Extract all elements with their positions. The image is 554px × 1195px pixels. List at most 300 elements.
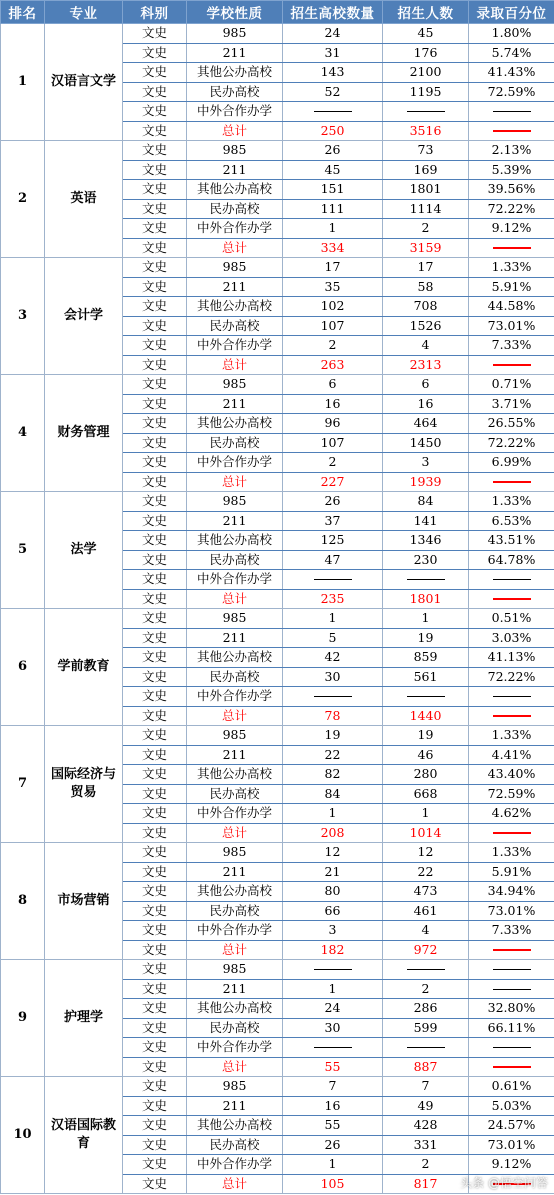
school-count-cell: 105 xyxy=(283,1174,383,1194)
percentile-cell: 9.12% xyxy=(469,1155,554,1175)
major-cell: 汉语言文学 xyxy=(45,24,123,141)
school-count-cell: 24 xyxy=(283,999,383,1019)
dash-mark xyxy=(407,579,445,580)
percentile-cell xyxy=(469,823,554,843)
percentile-cell: 1.33% xyxy=(469,258,554,278)
enrollment-cell: 22 xyxy=(383,862,469,882)
percentile-cell: 3.03% xyxy=(469,628,554,648)
major-cell: 市场营销 xyxy=(45,843,123,960)
school-type-cell: 211 xyxy=(187,511,283,531)
dash-mark xyxy=(407,111,445,112)
dash-mark xyxy=(314,696,352,697)
dash-mark xyxy=(493,949,531,951)
percentile-cell: 41.43% xyxy=(469,63,554,83)
dash-mark xyxy=(493,130,531,132)
category-cell: 文史 xyxy=(123,180,187,200)
school-count-cell: 1 xyxy=(283,1155,383,1175)
category-cell: 文史 xyxy=(123,999,187,1019)
school-count-cell: 42 xyxy=(283,648,383,668)
percentile-cell: 7.33% xyxy=(469,336,554,356)
category-cell: 文史 xyxy=(123,511,187,531)
enrollment-cell: 4 xyxy=(383,921,469,941)
percentile-cell xyxy=(469,940,554,960)
school-type-cell: 总计 xyxy=(187,355,283,375)
enrollment-cell: 16 xyxy=(383,394,469,414)
school-type-cell: 985 xyxy=(187,1077,283,1097)
percentile-cell: 26.55% xyxy=(469,414,554,434)
percentile-cell xyxy=(469,238,554,258)
school-count-cell: 6 xyxy=(283,375,383,395)
school-count-cell: 125 xyxy=(283,531,383,551)
category-cell: 文史 xyxy=(123,355,187,375)
category-cell: 文史 xyxy=(123,921,187,941)
percentile-cell: 43.40% xyxy=(469,765,554,785)
school-count-cell: 151 xyxy=(283,180,383,200)
percentile-cell xyxy=(469,1057,554,1077)
school-count-cell: 16 xyxy=(283,394,383,414)
school-type-cell: 总计 xyxy=(187,940,283,960)
enrollment-cell: 1801 xyxy=(383,589,469,609)
table-header-row xyxy=(1,1,554,24)
school-count-cell: 26 xyxy=(283,141,383,161)
school-type-cell: 民办高校 xyxy=(187,199,283,219)
enrollment-cell: 473 xyxy=(383,882,469,902)
percentile-cell: 0.71% xyxy=(469,375,554,395)
category-cell: 文史 xyxy=(123,297,187,317)
school-count-cell xyxy=(283,960,383,980)
dash-mark xyxy=(314,969,352,970)
percentile-cell: 32.80% xyxy=(469,999,554,1019)
school-count-cell: 78 xyxy=(283,706,383,726)
major-cell: 汉语国际教育 xyxy=(45,1077,123,1194)
percentile-cell: 6.53% xyxy=(469,511,554,531)
category-cell: 文史 xyxy=(123,687,187,707)
enrollment-cell: 1346 xyxy=(383,531,469,551)
percentile-cell: 5.39% xyxy=(469,160,554,180)
school-type-cell: 中外合作办学 xyxy=(187,570,283,590)
school-count-cell: 21 xyxy=(283,862,383,882)
dash-mark xyxy=(407,969,445,970)
school-count-cell: 263 xyxy=(283,355,383,375)
percentile-cell xyxy=(469,121,554,141)
school-count-cell: 96 xyxy=(283,414,383,434)
school-type-cell: 211 xyxy=(187,628,283,648)
category-cell: 文史 xyxy=(123,238,187,258)
dash-mark xyxy=(493,1047,531,1048)
category-cell: 文史 xyxy=(123,648,187,668)
category-cell: 文史 xyxy=(123,589,187,609)
school-count-cell: 26 xyxy=(283,1135,383,1155)
category-cell: 文史 xyxy=(123,82,187,102)
enrollment-cell xyxy=(383,960,469,980)
dash-mark xyxy=(314,111,352,112)
school-type-cell: 民办高校 xyxy=(187,82,283,102)
school-type-cell: 其他公办高校 xyxy=(187,999,283,1019)
dash-mark xyxy=(493,364,531,366)
percentile-cell: 73.01% xyxy=(469,901,554,921)
school-type-cell: 211 xyxy=(187,1096,283,1116)
school-count-cell: 12 xyxy=(283,843,383,863)
percentile-cell: 41.13% xyxy=(469,648,554,668)
enrollment-cell: 17 xyxy=(383,258,469,278)
percentile-cell: 5.91% xyxy=(469,862,554,882)
enrollment-cell: 49 xyxy=(383,1096,469,1116)
category-cell: 文史 xyxy=(123,765,187,785)
header-percentile: 录取百分位 xyxy=(469,1,554,24)
category-cell: 文史 xyxy=(123,336,187,356)
school-count-cell: 208 xyxy=(283,823,383,843)
enrollment-cell: 7 xyxy=(383,1077,469,1097)
enrollment-cell: 1195 xyxy=(383,82,469,102)
enrollment-cell: 1801 xyxy=(383,180,469,200)
school-type-cell: 民办高校 xyxy=(187,433,283,453)
dash-mark xyxy=(314,579,352,580)
school-count-cell xyxy=(283,102,383,122)
enrollment-cell: 19 xyxy=(383,628,469,648)
percentile-cell: 4.41% xyxy=(469,745,554,765)
enrollment-cell: 3159 xyxy=(383,238,469,258)
school-type-cell: 211 xyxy=(187,43,283,63)
percentile-cell: 34.94% xyxy=(469,882,554,902)
major-cell: 会计学 xyxy=(45,258,123,375)
category-cell: 文史 xyxy=(123,784,187,804)
table-row xyxy=(1,492,554,512)
category-cell: 文史 xyxy=(123,394,187,414)
school-type-cell: 其他公办高校 xyxy=(187,648,283,668)
category-cell: 文史 xyxy=(123,726,187,746)
watermark: 头条 @悟空问答 xyxy=(460,1176,548,1190)
table-row xyxy=(1,1077,554,1097)
percentile-cell: 72.59% xyxy=(469,82,554,102)
percentile-cell: 7.33% xyxy=(469,921,554,941)
percentile-cell xyxy=(469,472,554,492)
enrollment-cell: 1526 xyxy=(383,316,469,336)
category-cell: 文史 xyxy=(123,570,187,590)
percentile-cell: 1.33% xyxy=(469,492,554,512)
percentile-cell: 66.11% xyxy=(469,1018,554,1038)
school-type-cell: 其他公办高校 xyxy=(187,180,283,200)
dash-mark xyxy=(493,598,531,600)
enrollment-cell: 2313 xyxy=(383,355,469,375)
enrollment-cell: 45 xyxy=(383,24,469,44)
category-cell: 文史 xyxy=(123,804,187,824)
enrollment-cell: 859 xyxy=(383,648,469,668)
school-type-cell: 211 xyxy=(187,277,283,297)
percentile-cell: 1.33% xyxy=(469,726,554,746)
major-cell: 国际经济与贸易 xyxy=(45,726,123,843)
school-count-cell: 80 xyxy=(283,882,383,902)
enrollment-cell: 461 xyxy=(383,901,469,921)
percentile-cell: 1.80% xyxy=(469,24,554,44)
school-count-cell: 31 xyxy=(283,43,383,63)
school-type-cell: 中外合作办学 xyxy=(187,219,283,239)
school-type-cell: 中外合作办学 xyxy=(187,336,283,356)
percentile-cell: 9.12% xyxy=(469,219,554,239)
school-type-cell: 中外合作办学 xyxy=(187,102,283,122)
percentile-cell xyxy=(469,706,554,726)
school-type-cell: 其他公办高校 xyxy=(187,414,283,434)
category-cell: 文史 xyxy=(123,219,187,239)
school-count-cell: 35 xyxy=(283,277,383,297)
school-count-cell: 16 xyxy=(283,1096,383,1116)
school-type-cell: 中外合作办学 xyxy=(187,804,283,824)
enrollment-cell: 2 xyxy=(383,979,469,999)
enrollment-cell: 464 xyxy=(383,414,469,434)
school-type-cell: 211 xyxy=(187,979,283,999)
header-major: 专业 xyxy=(45,1,123,24)
school-count-cell: 107 xyxy=(283,316,383,336)
school-type-cell: 总计 xyxy=(187,1174,283,1194)
category-cell: 文史 xyxy=(123,433,187,453)
school-type-cell: 中外合作办学 xyxy=(187,687,283,707)
percentile-cell: 5.91% xyxy=(469,277,554,297)
category-cell: 文史 xyxy=(123,667,187,687)
category-cell: 文史 xyxy=(123,901,187,921)
school-type-cell: 总计 xyxy=(187,472,283,492)
enrollment-cell: 561 xyxy=(383,667,469,687)
school-type-cell: 民办高校 xyxy=(187,550,283,570)
school-count-cell: 47 xyxy=(283,550,383,570)
category-cell: 文史 xyxy=(123,531,187,551)
category-cell: 文史 xyxy=(123,745,187,765)
percentile-cell: 64.78% xyxy=(469,550,554,570)
percentile-cell: 73.01% xyxy=(469,1135,554,1155)
percentile-cell xyxy=(469,589,554,609)
dash-mark xyxy=(493,989,531,990)
category-cell: 文史 xyxy=(123,316,187,336)
enrollment-cell xyxy=(383,1038,469,1058)
school-count-cell: 107 xyxy=(283,433,383,453)
school-type-cell: 总计 xyxy=(187,589,283,609)
enrollment-cell xyxy=(383,687,469,707)
category-cell: 文史 xyxy=(123,63,187,83)
school-count-cell: 84 xyxy=(283,784,383,804)
header-enrollment: 招生人数 xyxy=(383,1,469,24)
rank-cell: 9 xyxy=(1,960,45,1077)
category-cell: 文史 xyxy=(123,375,187,395)
school-type-cell: 211 xyxy=(187,862,283,882)
school-type-cell: 总计 xyxy=(187,706,283,726)
percentile-cell xyxy=(469,687,554,707)
dash-mark xyxy=(493,481,531,483)
school-count-cell: 24 xyxy=(283,24,383,44)
school-type-cell: 985 xyxy=(187,609,283,629)
table-row xyxy=(1,726,554,746)
dash-mark xyxy=(493,832,531,834)
category-cell: 文史 xyxy=(123,199,187,219)
table-body xyxy=(1,24,554,1194)
school-type-cell: 其他公办高校 xyxy=(187,882,283,902)
school-type-cell: 民办高校 xyxy=(187,901,283,921)
category-cell: 文史 xyxy=(123,1096,187,1116)
school-count-cell: 26 xyxy=(283,492,383,512)
rank-cell: 3 xyxy=(1,258,45,375)
category-cell: 文史 xyxy=(123,550,187,570)
enrollment-cell: 708 xyxy=(383,297,469,317)
school-count-cell xyxy=(283,1038,383,1058)
rank-cell: 4 xyxy=(1,375,45,492)
enrollment-cell: 1939 xyxy=(383,472,469,492)
major-cell: 学前教育 xyxy=(45,609,123,726)
category-cell: 文史 xyxy=(123,609,187,629)
header-rank: 排名 xyxy=(1,1,45,24)
enrollment-cell: 280 xyxy=(383,765,469,785)
school-type-cell: 民办高校 xyxy=(187,784,283,804)
rank-cell: 5 xyxy=(1,492,45,609)
enrollment-cell xyxy=(383,570,469,590)
enrollment-cell: 73 xyxy=(383,141,469,161)
percentile-cell: 5.03% xyxy=(469,1096,554,1116)
school-count-cell: 1 xyxy=(283,609,383,629)
school-count-cell: 55 xyxy=(283,1116,383,1136)
school-count-cell: 45 xyxy=(283,160,383,180)
school-count-cell: 2 xyxy=(283,453,383,473)
rank-cell: 6 xyxy=(1,609,45,726)
category-cell: 文史 xyxy=(123,1038,187,1058)
percentile-cell xyxy=(469,570,554,590)
category-cell: 文史 xyxy=(123,453,187,473)
enrollment-cell: 4 xyxy=(383,336,469,356)
percentile-cell: 6.99% xyxy=(469,453,554,473)
enrollment-cell: 141 xyxy=(383,511,469,531)
enrollment-cell: 46 xyxy=(383,745,469,765)
percentile-cell: 72.22% xyxy=(469,433,554,453)
school-type-cell: 其他公办高校 xyxy=(187,531,283,551)
percentile-cell: 43.51% xyxy=(469,531,554,551)
dash-mark xyxy=(493,696,531,697)
enrollment-cell: 1114 xyxy=(383,199,469,219)
enrollment-cell: 1014 xyxy=(383,823,469,843)
category-cell: 文史 xyxy=(123,277,187,297)
school-type-cell: 中外合作办学 xyxy=(187,921,283,941)
school-count-cell: 17 xyxy=(283,258,383,278)
category-cell: 文史 xyxy=(123,160,187,180)
rank-cell: 10 xyxy=(1,1077,45,1194)
category-cell: 文史 xyxy=(123,1174,187,1194)
school-type-cell: 211 xyxy=(187,745,283,765)
dash-mark xyxy=(493,111,531,112)
percentile-cell: 73.01% xyxy=(469,316,554,336)
table-row xyxy=(1,375,554,395)
school-type-cell: 其他公办高校 xyxy=(187,63,283,83)
school-count-cell: 102 xyxy=(283,297,383,317)
table-row xyxy=(1,960,554,980)
school-count-cell: 66 xyxy=(283,901,383,921)
school-count-cell xyxy=(283,687,383,707)
category-cell: 文史 xyxy=(123,862,187,882)
school-count-cell: 1 xyxy=(283,804,383,824)
school-count-cell: 182 xyxy=(283,940,383,960)
percentile-cell xyxy=(469,960,554,980)
school-type-cell: 中外合作办学 xyxy=(187,1038,283,1058)
category-cell: 文史 xyxy=(123,882,187,902)
school-type-cell: 其他公办高校 xyxy=(187,765,283,785)
category-cell: 文史 xyxy=(123,472,187,492)
school-type-cell: 民办高校 xyxy=(187,316,283,336)
rank-cell: 8 xyxy=(1,843,45,960)
percentile-cell xyxy=(469,1038,554,1058)
school-count-cell: 3 xyxy=(283,921,383,941)
school-type-cell: 211 xyxy=(187,160,283,180)
header-category: 科别 xyxy=(123,1,187,24)
category-cell: 文史 xyxy=(123,492,187,512)
school-type-cell: 211 xyxy=(187,394,283,414)
header-school-count: 招生高校数量 xyxy=(283,1,383,24)
percentile-cell: 39.56% xyxy=(469,180,554,200)
enrollment-cell: 169 xyxy=(383,160,469,180)
school-type-cell: 985 xyxy=(187,960,283,980)
enrollment-cell: 331 xyxy=(383,1135,469,1155)
percentile-cell: 4.62% xyxy=(469,804,554,824)
enrollment-cell: 2 xyxy=(383,219,469,239)
school-count-cell: 7 xyxy=(283,1077,383,1097)
percentile-cell: 2.13% xyxy=(469,141,554,161)
enrollment-cell: 84 xyxy=(383,492,469,512)
percentile-cell: 72.59% xyxy=(469,784,554,804)
category-cell: 文史 xyxy=(123,1057,187,1077)
school-count-cell: 250 xyxy=(283,121,383,141)
school-count-cell: 55 xyxy=(283,1057,383,1077)
category-cell: 文史 xyxy=(123,141,187,161)
enrollment-cell: 3 xyxy=(383,453,469,473)
enrollment-cell: 19 xyxy=(383,726,469,746)
percentile-cell: 24.57% xyxy=(469,1116,554,1136)
category-cell: 文史 xyxy=(123,121,187,141)
enrollment-cell: 1450 xyxy=(383,433,469,453)
school-type-cell: 其他公办高校 xyxy=(187,1116,283,1136)
school-count-cell: 37 xyxy=(283,511,383,531)
table-row xyxy=(1,258,554,278)
category-cell: 文史 xyxy=(123,823,187,843)
percentile-cell: 44.58% xyxy=(469,297,554,317)
school-type-cell: 985 xyxy=(187,492,283,512)
school-type-cell: 985 xyxy=(187,24,283,44)
enrollment-cell: 6 xyxy=(383,375,469,395)
school-count-cell: 143 xyxy=(283,63,383,83)
percentile-cell: 5.74% xyxy=(469,43,554,63)
category-cell: 文史 xyxy=(123,43,187,63)
category-cell: 文史 xyxy=(123,1116,187,1136)
table-row xyxy=(1,141,554,161)
school-count-cell: 1 xyxy=(283,979,383,999)
school-count-cell: 30 xyxy=(283,1018,383,1038)
school-type-cell: 中外合作办学 xyxy=(187,453,283,473)
school-type-cell: 民办高校 xyxy=(187,667,283,687)
school-type-cell: 其他公办高校 xyxy=(187,297,283,317)
category-cell: 文史 xyxy=(123,414,187,434)
school-count-cell: 227 xyxy=(283,472,383,492)
major-cell: 财务管理 xyxy=(45,375,123,492)
school-type-cell: 总计 xyxy=(187,1057,283,1077)
percentile-cell: 0.51% xyxy=(469,609,554,629)
percentile-cell: 3.71% xyxy=(469,394,554,414)
percentile-cell: 0.61% xyxy=(469,1077,554,1097)
school-count-cell: 334 xyxy=(283,238,383,258)
school-type-cell: 985 xyxy=(187,726,283,746)
school-type-cell: 985 xyxy=(187,843,283,863)
school-type-cell: 中外合作办学 xyxy=(187,1155,283,1175)
rank-cell: 1 xyxy=(1,24,45,141)
header-school-type: 学校性质 xyxy=(187,1,283,24)
category-cell: 文史 xyxy=(123,979,187,999)
school-type-cell: 985 xyxy=(187,375,283,395)
percentile-cell: 1.33% xyxy=(469,843,554,863)
category-cell: 文史 xyxy=(123,940,187,960)
category-cell: 文史 xyxy=(123,102,187,122)
category-cell: 文史 xyxy=(123,1077,187,1097)
table-row xyxy=(1,24,554,44)
category-cell: 文史 xyxy=(123,843,187,863)
